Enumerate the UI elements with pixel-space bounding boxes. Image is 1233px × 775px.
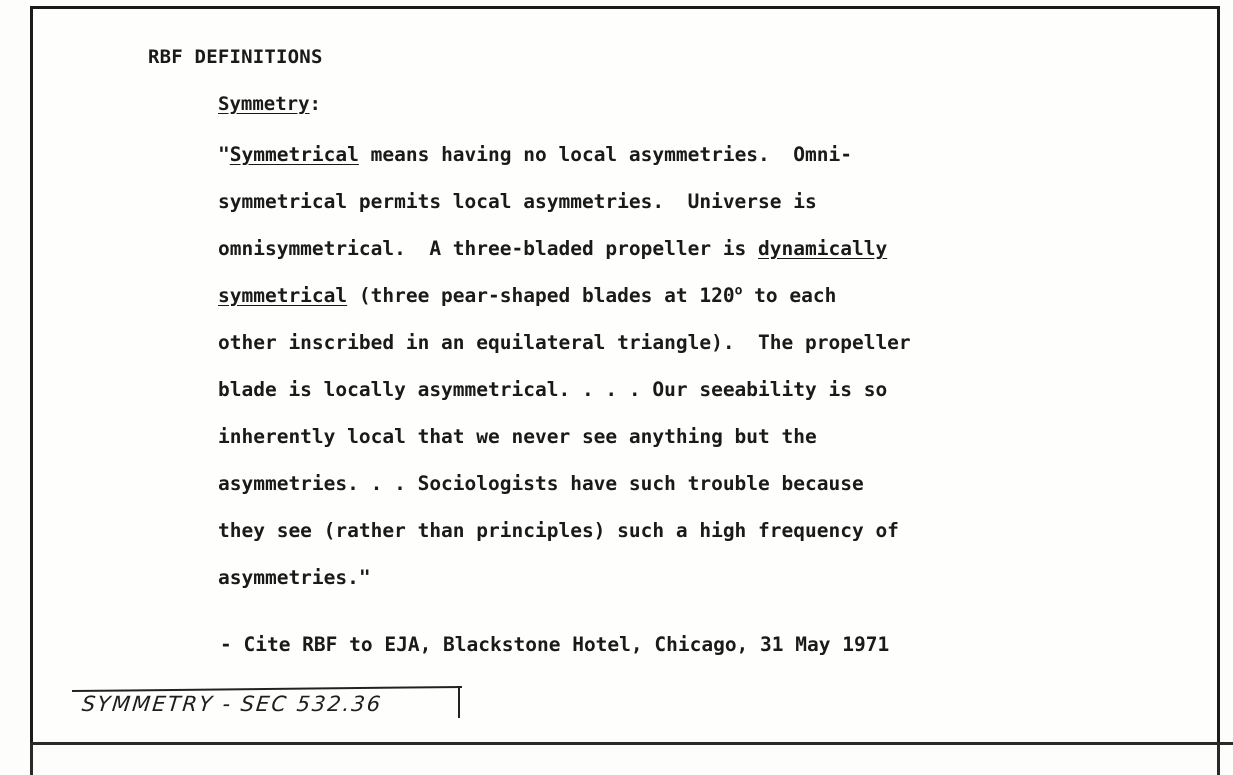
degree-superscript: o [734, 283, 743, 299]
quote-line: symmetrical (three pear-shaped blades at 120$^o$ to each [218, 283, 837, 307]
quote-line: other inscribed in an equilateral triangle). The propeller [218, 331, 911, 354]
quote-line: blade is locally asymmetrical. . . . Our seeability is so [218, 378, 888, 401]
underlined-term: dynamically [758, 237, 888, 260]
page-title: RBF DEFINITIONS [148, 46, 323, 68]
term-heading [218, 93, 321, 115]
underlined-term: symmetrical [218, 284, 348, 307]
underlined-term: Symmetrical [229, 143, 359, 166]
quote-line: asymmetries. . . Sociologists have such trouble because [218, 472, 864, 495]
quote-line: asymmetries." [218, 566, 371, 589]
note-bracket [458, 686, 460, 718]
definition-quote [218, 131, 1118, 601]
next-card-right-edge [1217, 742, 1220, 775]
quote-line: symmetrical permits local asymmetries. Universe is [218, 190, 817, 213]
handwritten-note-text: SYMMETRY - SEC 532.36 [80, 692, 384, 716]
quote-line: they see (rather than principles) such a high frequency of [218, 519, 899, 542]
quote-line: "Symmetrical means having no local asymmetries. Omni- [218, 143, 852, 166]
quote-line: inherently local that we never see anything but the [218, 425, 817, 448]
next-card-left-edge [30, 742, 33, 775]
citation: - Cite RBF to EJA, Blackstone Hotel, Chicago, 31 May 1971 [220, 633, 890, 656]
term-heading-text: Symmetry [218, 93, 310, 115]
quote-line: omnisymmetrical. A three-bladed propeller is dynamically [218, 237, 888, 260]
card-bottom-divider [30, 742, 1233, 745]
handwritten-section-note [72, 682, 464, 718]
term-heading-colon: : [309, 93, 321, 115]
